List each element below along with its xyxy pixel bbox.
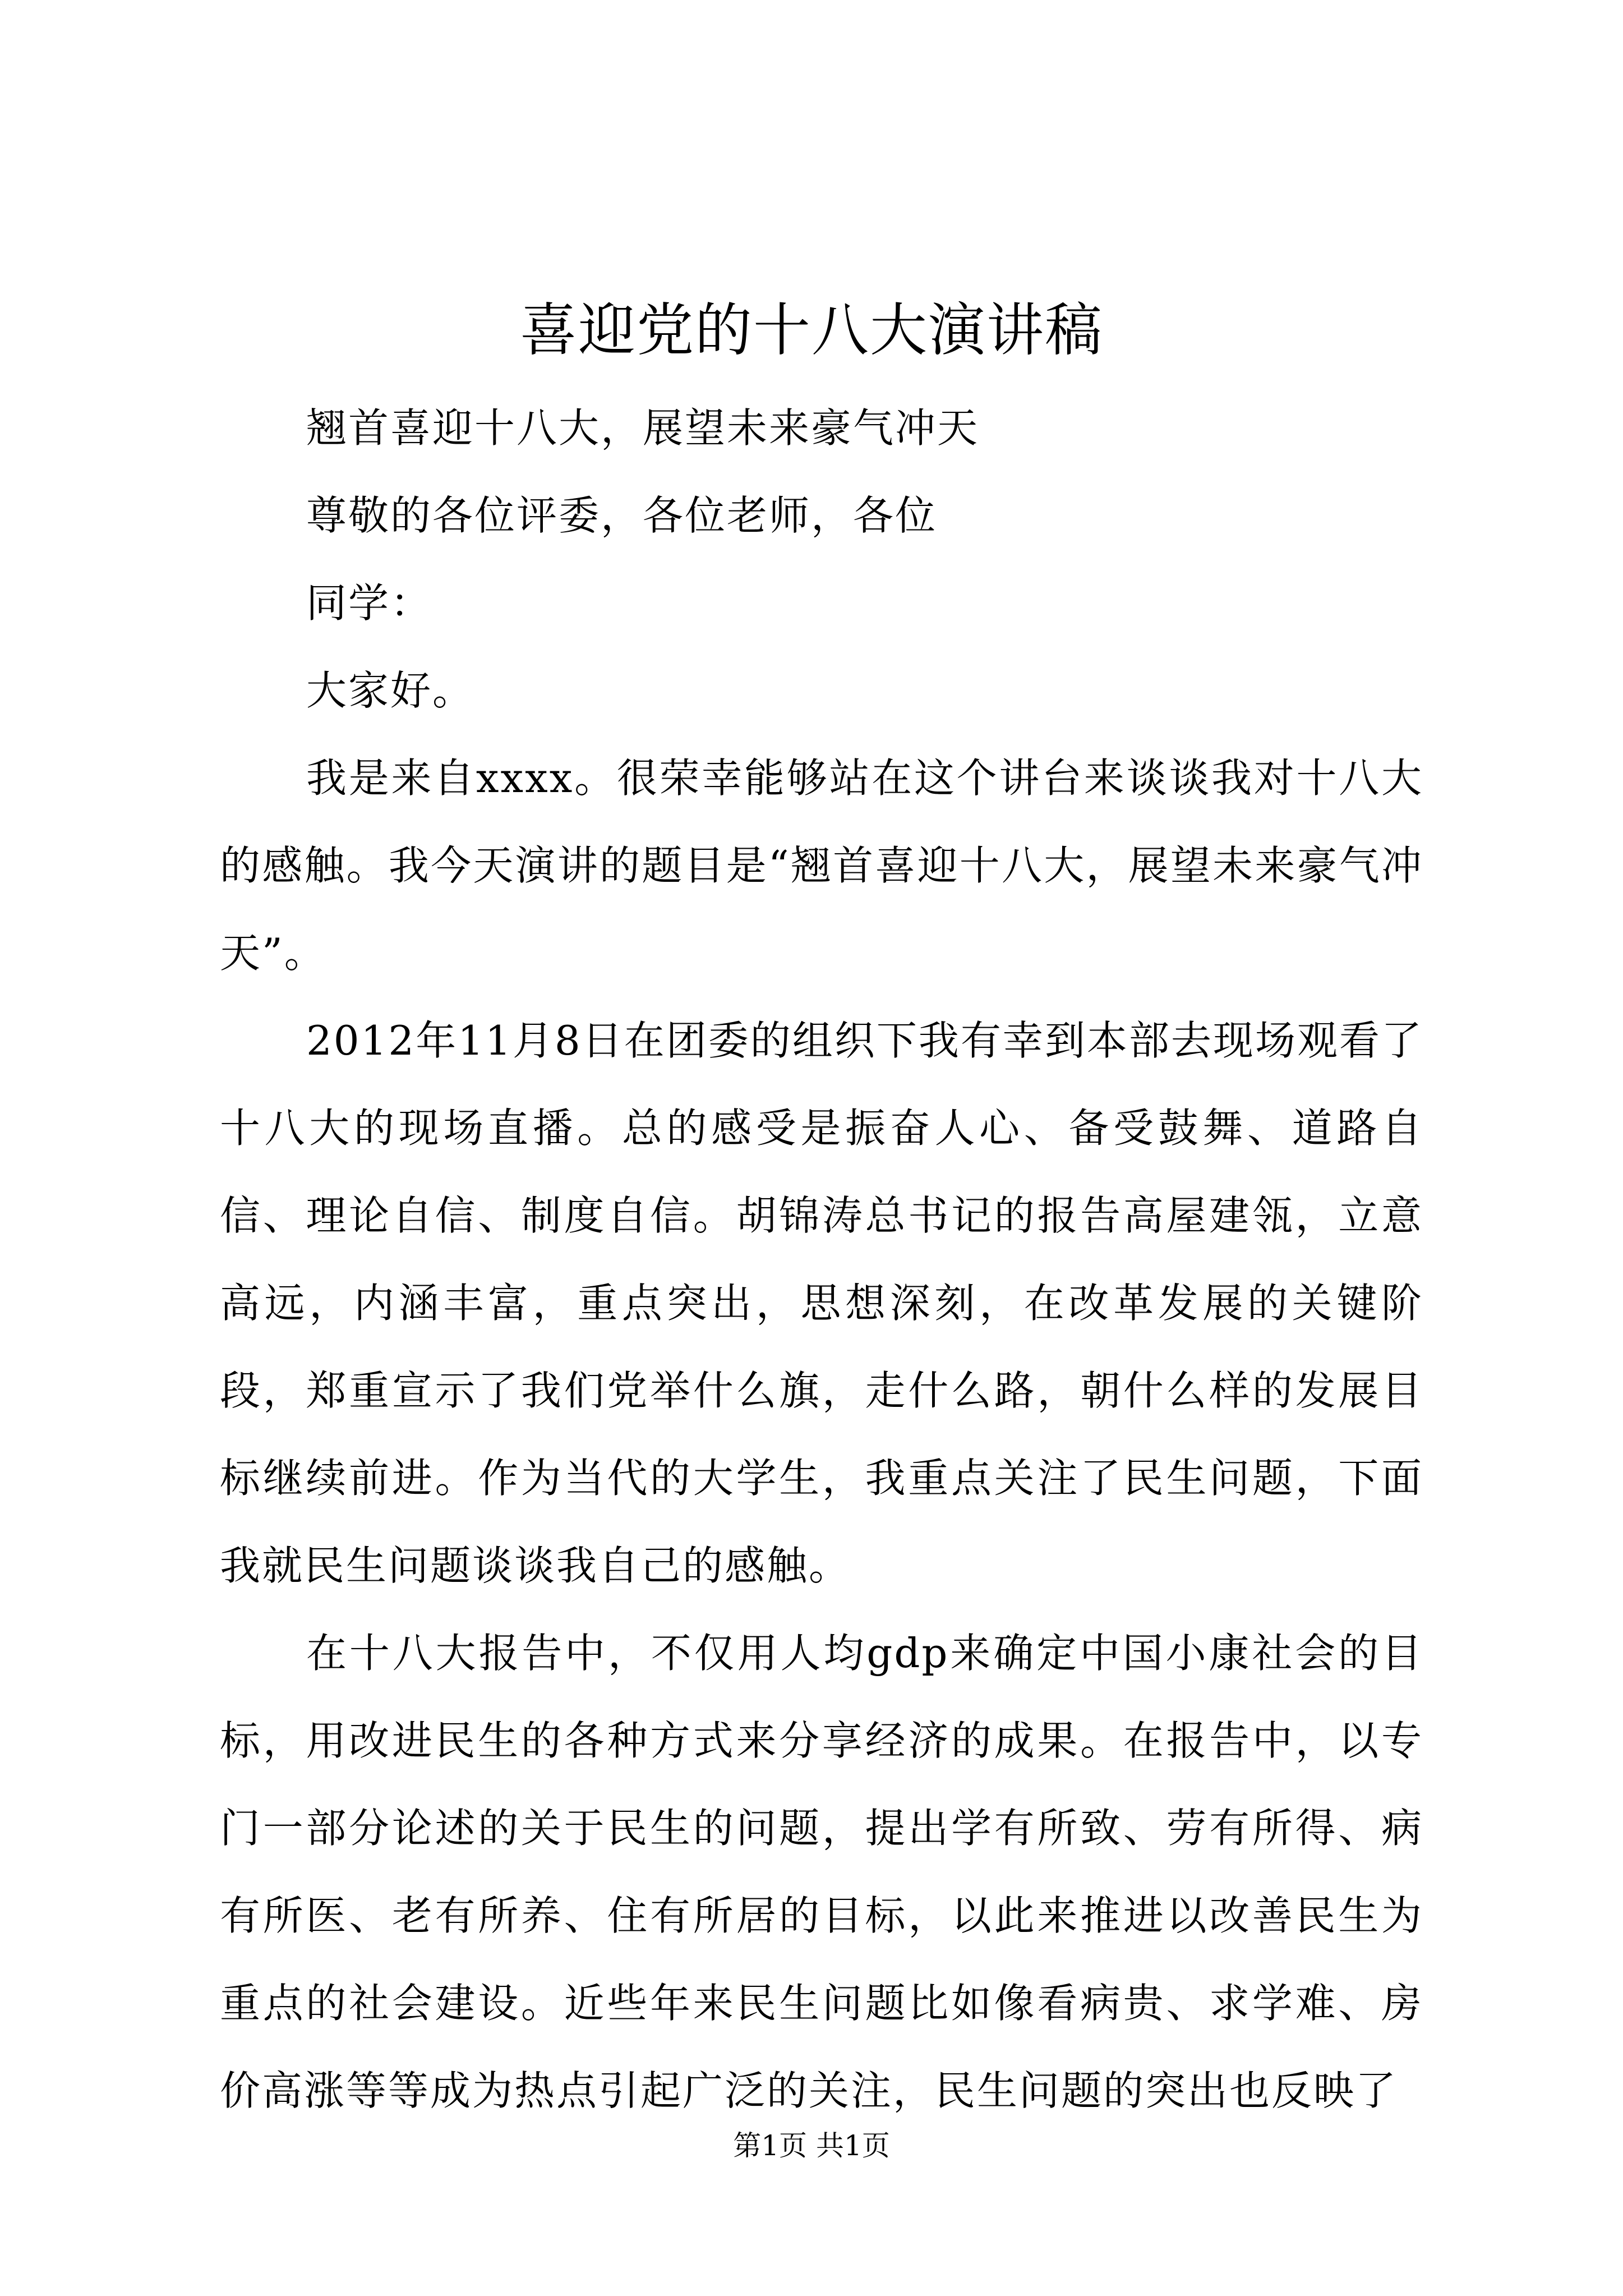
paragraph-speech-title: 翘首喜迎十八大，展望未来豪气冲天 bbox=[306, 404, 980, 452]
document-body bbox=[220, 384, 1423, 2134]
paragraph-body-2: 在十八大报告中，不仅用人均gdp来确定中国小康社会的目标，用改进民生的各种方式来分享经济的成果。在报告中，以专门一部分论述的关于民生的问题，提出学有所致、劳有所得、病有所医、老有所养、住有所居的目标，以此来推进以改善民生为重点的社会建设。近些年来民生问题比如像看病贵、求学难、房价高涨等等成为热点引起广泛的关注，民生问题的突出也反映了 bbox=[220, 1630, 1423, 2114]
document-title: 喜迎党的十八大演讲稿 bbox=[520, 297, 1103, 364]
paragraph-intro: 我是来自xxxx。很荣幸能够站在这个讲台来谈谈我对十八大的感触。我今天演讲的题目是“翘首喜迎十八大，展望未来豪气冲天”。 bbox=[220, 754, 1423, 977]
page-footer: 第1页 共1页 bbox=[733, 2129, 890, 2162]
paragraph-greeting: 大家好。 bbox=[306, 667, 475, 714]
paragraph-salutation-cont: 同学： bbox=[306, 579, 433, 627]
paragraph-salutation: 尊敬的各位评委，各位老师，各位 bbox=[306, 492, 938, 539]
paragraph-body-1: 2012年11月8日在团委的组织下我有幸到本部去现场观看了十八大的现场直播。总的感受是振奋人心、备受鼓舞、道路自信、理论自信、制度自信。胡锦涛总书记的报告高屋建瓴，立意高远，内涵丰富，重点突出，思想深刻，在改革发展的关键阶段，郑重宣示了我们党举什么旗，走什么路，朝什么样的发展目标继续前进。作为当代的大学生，我重点关注了民生问题，下面我就民生问题谈谈我自己的感触。 bbox=[220, 1017, 1423, 1589]
